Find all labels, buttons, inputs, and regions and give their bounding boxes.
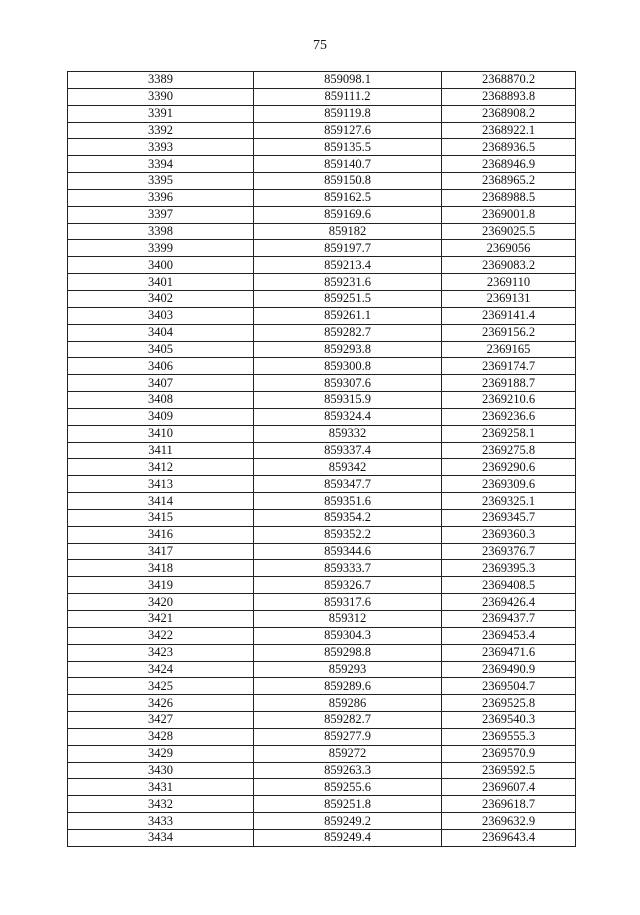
table-row	[68, 105, 576, 122]
point-id-cell: 3419	[68, 577, 254, 594]
x-coordinate-cell: 859249.4	[254, 829, 442, 846]
y-coordinate-cell: 2369141.4	[442, 307, 576, 324]
point-id-cell: 3433	[68, 813, 254, 830]
x-coordinate-cell: 859272	[254, 745, 442, 762]
table-row	[68, 240, 576, 257]
y-coordinate-cell: 2369309.6	[442, 476, 576, 493]
point-id-cell: 3424	[68, 661, 254, 678]
table-row	[68, 206, 576, 223]
x-coordinate-cell: 859298.8	[254, 644, 442, 661]
point-id-cell: 3418	[68, 560, 254, 577]
table-row	[68, 728, 576, 745]
y-coordinate-cell: 2369001.8	[442, 206, 576, 223]
table-row	[68, 122, 576, 139]
table-row	[68, 476, 576, 493]
table-row	[68, 779, 576, 796]
y-coordinate-cell: 2368908.2	[442, 105, 576, 122]
table-row	[68, 644, 576, 661]
table-row	[68, 526, 576, 543]
table-row	[68, 307, 576, 324]
x-coordinate-cell: 859332	[254, 425, 442, 442]
table-row	[68, 509, 576, 526]
x-coordinate-cell: 859277.9	[254, 728, 442, 745]
y-coordinate-cell: 2369174.7	[442, 358, 576, 375]
table-row	[68, 156, 576, 173]
y-coordinate-cell: 2369504.7	[442, 678, 576, 695]
x-coordinate-cell: 859213.4	[254, 257, 442, 274]
y-coordinate-cell: 2369345.7	[442, 509, 576, 526]
point-id-cell: 3390	[68, 88, 254, 105]
x-coordinate-cell: 859261.1	[254, 307, 442, 324]
x-coordinate-cell: 859263.3	[254, 762, 442, 779]
x-coordinate-cell: 859304.3	[254, 627, 442, 644]
table-row	[68, 796, 576, 813]
table-row	[68, 425, 576, 442]
point-id-cell: 3399	[68, 240, 254, 257]
point-id-cell: 3405	[68, 341, 254, 358]
point-id-cell: 3409	[68, 408, 254, 425]
y-coordinate-cell: 2369437.7	[442, 611, 576, 628]
x-coordinate-cell: 859344.6	[254, 543, 442, 560]
point-id-cell: 3415	[68, 509, 254, 526]
y-coordinate-cell: 2368965.2	[442, 173, 576, 190]
table-row	[68, 762, 576, 779]
table-row	[68, 577, 576, 594]
x-coordinate-cell: 859337.4	[254, 442, 442, 459]
point-id-cell: 3401	[68, 274, 254, 291]
x-coordinate-cell: 859293.8	[254, 341, 442, 358]
y-coordinate-cell: 2368870.2	[442, 72, 576, 89]
table-row	[68, 173, 576, 190]
point-id-cell: 3420	[68, 594, 254, 611]
y-coordinate-cell: 2369632.9	[442, 813, 576, 830]
table-row	[68, 442, 576, 459]
point-id-cell: 3432	[68, 796, 254, 813]
point-id-cell: 3434	[68, 829, 254, 846]
point-id-cell: 3414	[68, 493, 254, 510]
y-coordinate-cell: 2369210.6	[442, 392, 576, 409]
table-row	[68, 139, 576, 156]
y-coordinate-cell: 2368988.5	[442, 189, 576, 206]
table-row	[68, 341, 576, 358]
y-coordinate-cell: 2369360.3	[442, 526, 576, 543]
x-coordinate-cell: 859251.8	[254, 796, 442, 813]
point-id-cell: 3427	[68, 712, 254, 729]
table-row	[68, 189, 576, 206]
y-coordinate-cell: 2369025.5	[442, 223, 576, 240]
point-id-cell: 3410	[68, 425, 254, 442]
x-coordinate-cell: 859162.5	[254, 189, 442, 206]
table-row	[68, 560, 576, 577]
point-id-cell: 3426	[68, 695, 254, 712]
x-coordinate-cell: 859289.6	[254, 678, 442, 695]
table-row	[68, 223, 576, 240]
y-coordinate-cell: 2369426.4	[442, 594, 576, 611]
point-id-cell: 3417	[68, 543, 254, 560]
y-coordinate-cell: 2369570.9	[442, 745, 576, 762]
table-row	[68, 695, 576, 712]
x-coordinate-cell: 859352.2	[254, 526, 442, 543]
point-id-cell: 3423	[68, 644, 254, 661]
table-row	[68, 493, 576, 510]
y-coordinate-cell: 2368922.1	[442, 122, 576, 139]
y-coordinate-cell: 2369471.6	[442, 644, 576, 661]
y-coordinate-cell: 2369110	[442, 274, 576, 291]
x-coordinate-cell: 859317.6	[254, 594, 442, 611]
y-coordinate-cell: 2369395.3	[442, 560, 576, 577]
y-coordinate-cell: 2369592.5	[442, 762, 576, 779]
point-id-cell: 3431	[68, 779, 254, 796]
point-id-cell: 3392	[68, 122, 254, 139]
point-id-cell: 3389	[68, 72, 254, 89]
x-coordinate-cell: 859286	[254, 695, 442, 712]
table-row	[68, 611, 576, 628]
x-coordinate-cell: 859354.2	[254, 509, 442, 526]
point-id-cell: 3391	[68, 105, 254, 122]
point-id-cell: 3407	[68, 375, 254, 392]
table-row	[68, 257, 576, 274]
table-row	[68, 72, 576, 89]
x-coordinate-cell: 859249.2	[254, 813, 442, 830]
point-id-cell: 3403	[68, 307, 254, 324]
y-coordinate-cell: 2368936.5	[442, 139, 576, 156]
table-row	[68, 745, 576, 762]
x-coordinate-cell: 859140.7	[254, 156, 442, 173]
point-id-cell: 3396	[68, 189, 254, 206]
point-id-cell: 3393	[68, 139, 254, 156]
x-coordinate-cell: 859347.7	[254, 476, 442, 493]
table-row	[68, 274, 576, 291]
point-id-cell: 3425	[68, 678, 254, 695]
y-coordinate-cell: 2368946.9	[442, 156, 576, 173]
point-id-cell: 3430	[68, 762, 254, 779]
x-coordinate-cell: 859098.1	[254, 72, 442, 89]
point-id-cell: 3395	[68, 173, 254, 190]
y-coordinate-cell: 2369236.6	[442, 408, 576, 425]
x-coordinate-cell: 859300.8	[254, 358, 442, 375]
y-coordinate-cell: 2369325.1	[442, 493, 576, 510]
x-coordinate-cell: 859231.6	[254, 274, 442, 291]
x-coordinate-cell: 859182	[254, 223, 442, 240]
y-coordinate-cell: 2369131	[442, 290, 576, 307]
x-coordinate-cell: 859111.2	[254, 88, 442, 105]
x-coordinate-cell: 859324.4	[254, 408, 442, 425]
y-coordinate-cell: 2369525.8	[442, 695, 576, 712]
x-coordinate-cell: 859127.6	[254, 122, 442, 139]
y-coordinate-cell: 2369275.8	[442, 442, 576, 459]
y-coordinate-cell: 2369083.2	[442, 257, 576, 274]
point-id-cell: 3412	[68, 459, 254, 476]
coordinates-table	[67, 71, 576, 847]
y-coordinate-cell: 2369618.7	[442, 796, 576, 813]
point-id-cell: 3408	[68, 392, 254, 409]
point-id-cell: 3429	[68, 745, 254, 762]
table-row	[68, 290, 576, 307]
point-id-cell: 3397	[68, 206, 254, 223]
point-id-cell: 3411	[68, 442, 254, 459]
x-coordinate-cell: 859282.7	[254, 324, 442, 341]
y-coordinate-cell: 2369290.6	[442, 459, 576, 476]
table-row	[68, 88, 576, 105]
table-row	[68, 375, 576, 392]
x-coordinate-cell: 859197.7	[254, 240, 442, 257]
y-coordinate-cell: 2369453.4	[442, 627, 576, 644]
x-coordinate-cell: 859251.5	[254, 290, 442, 307]
point-id-cell: 3402	[68, 290, 254, 307]
table-row	[68, 543, 576, 560]
page-number: 75	[313, 38, 327, 53]
point-id-cell: 3398	[68, 223, 254, 240]
point-id-cell: 3416	[68, 526, 254, 543]
y-coordinate-cell: 2369643.4	[442, 829, 576, 846]
x-coordinate-cell: 859326.7	[254, 577, 442, 594]
x-coordinate-cell: 859119.8	[254, 105, 442, 122]
table-row	[68, 712, 576, 729]
x-coordinate-cell: 859351.6	[254, 493, 442, 510]
coordinates-table-body	[68, 72, 576, 847]
y-coordinate-cell: 2369607.4	[442, 779, 576, 796]
point-id-cell: 3413	[68, 476, 254, 493]
x-coordinate-cell: 859315.9	[254, 392, 442, 409]
x-coordinate-cell: 859312	[254, 611, 442, 628]
point-id-cell: 3406	[68, 358, 254, 375]
point-id-cell: 3404	[68, 324, 254, 341]
x-coordinate-cell: 859342	[254, 459, 442, 476]
point-id-cell: 3428	[68, 728, 254, 745]
x-coordinate-cell: 859169.6	[254, 206, 442, 223]
table-row	[68, 594, 576, 611]
table-row	[68, 627, 576, 644]
table-row	[68, 392, 576, 409]
y-coordinate-cell: 2369156.2	[442, 324, 576, 341]
y-coordinate-cell: 2369188.7	[442, 375, 576, 392]
x-coordinate-cell: 859282.7	[254, 712, 442, 729]
y-coordinate-cell: 2369555.3	[442, 728, 576, 745]
table-row	[68, 459, 576, 476]
x-coordinate-cell: 859293	[254, 661, 442, 678]
table-row	[68, 813, 576, 830]
x-coordinate-cell: 859255.6	[254, 779, 442, 796]
x-coordinate-cell: 859150.8	[254, 173, 442, 190]
y-coordinate-cell: 2369165	[442, 341, 576, 358]
y-coordinate-cell: 2368893.8	[442, 88, 576, 105]
point-id-cell: 3400	[68, 257, 254, 274]
y-coordinate-cell: 2369408.5	[442, 577, 576, 594]
y-coordinate-cell: 2369376.7	[442, 543, 576, 560]
table-row	[68, 408, 576, 425]
table-row	[68, 358, 576, 375]
table-row	[68, 829, 576, 846]
y-coordinate-cell: 2369490.9	[442, 661, 576, 678]
x-coordinate-cell: 859333.7	[254, 560, 442, 577]
point-id-cell: 3394	[68, 156, 254, 173]
y-coordinate-cell: 2369540.3	[442, 712, 576, 729]
y-coordinate-cell: 2369056	[442, 240, 576, 257]
table-row	[68, 678, 576, 695]
point-id-cell: 3421	[68, 611, 254, 628]
x-coordinate-cell: 859135.5	[254, 139, 442, 156]
point-id-cell: 3422	[68, 627, 254, 644]
table-row	[68, 661, 576, 678]
table-row	[68, 324, 576, 341]
x-coordinate-cell: 859307.6	[254, 375, 442, 392]
y-coordinate-cell: 2369258.1	[442, 425, 576, 442]
